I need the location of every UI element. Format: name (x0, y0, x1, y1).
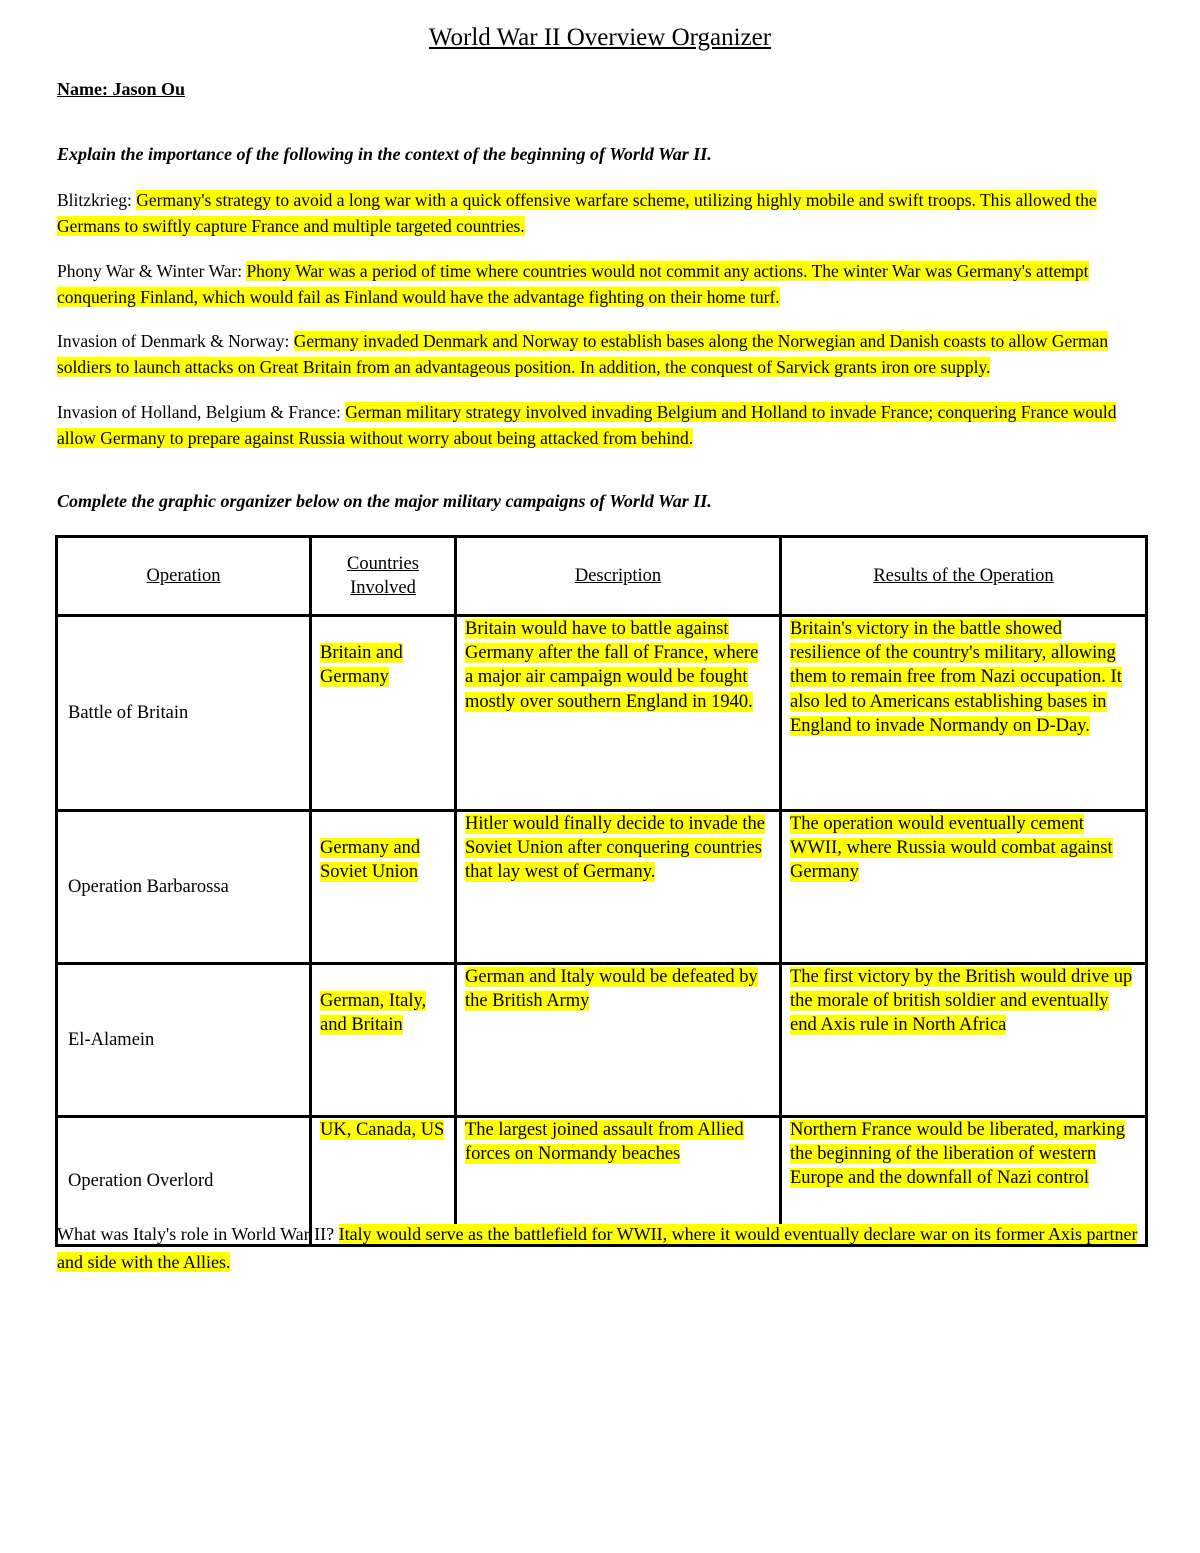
student-name: Name: Jason Ou (57, 79, 186, 99)
results-cell: Northern France would be liberated, marking the beginning of the liberation of western Europe and the downfall of Nazi control (781, 1117, 1147, 1246)
term-label: Blitzkrieg: (57, 190, 137, 210)
term-label: Invasion of Holland, Belgium & France: (57, 402, 346, 422)
term-denmark-norway (57, 329, 1147, 380)
header-results: Results of the Operation (781, 537, 1147, 616)
term-blitzkrieg (57, 188, 1147, 239)
header-description: Description (456, 537, 781, 616)
results-cell: The first victory by the British would drive up the morale of british soldier and eventually end Axis rule in North Africa (781, 964, 1147, 1117)
operation-cell: Operation Barbarossa (57, 811, 311, 964)
table-row (57, 964, 1147, 1117)
operation-cell: Battle of Britain (57, 616, 311, 811)
question-prompt: What was Italy's role in World War II? (57, 1224, 339, 1244)
countries-cell: Germany and Soviet Union (311, 811, 456, 964)
results-cell: The operation would eventually cement WWII, where Russia would combat against Germany (781, 811, 1147, 964)
header-operation: Operation (57, 537, 311, 616)
page-title: World War II Overview Organizer (428, 24, 772, 51)
countries-cell: German, Italy, and Britain (311, 964, 456, 1117)
operation-cell: Operation Overlord (57, 1117, 311, 1246)
description-cell: German and Italy would be defeated by the British Army (456, 964, 781, 1117)
italy-question (57, 1220, 1147, 1276)
table-row (57, 616, 1147, 811)
section2-instruction: Complete the graphic organizer below on the major military campaigns of World War II. (57, 491, 712, 511)
term-holland-belgium-france (57, 400, 1147, 451)
countries-cell: UK, Canada, US (311, 1117, 456, 1246)
term-answer: Germany's strategy to avoid a long war with a quick offensive warfare scheme, utilizing highly mobile and swift troops. This allowed the Germans to swiftly capture France and multiple targeted countries. (57, 190, 1097, 236)
term-label: Invasion of Denmark & Norway: (57, 331, 294, 351)
term-answer: Germany invaded Denmark and Norway to establish bases along the Norwegian and Danish coasts to allow German soldiers to launch attacks on Great Britain from an advantageous position. In addition, the conquest of Sarvick grants iron ore supply. (57, 331, 1109, 377)
term-phony-winter-war (57, 259, 1147, 310)
term-label: Phony War & Winter War: (57, 261, 247, 281)
table-row (57, 811, 1147, 964)
results-cell: Britain's victory in the battle showed resilience of the country's military, allowing them to remain free from Nazi occupation. It also led to Americans establishing bases in England to invade Normandy on D-Day. (781, 616, 1147, 811)
header-countries: Countries Involved (311, 537, 456, 616)
countries-cell: Britain and Germany (311, 616, 456, 811)
question-answer: Italy would serve as the battlefield for WWII, where it would eventually declare war on its former Axis partner and side with the Allies. (57, 1224, 1138, 1272)
table-header-row (57, 537, 1147, 616)
term-answer: German military strategy involved invading Belgium and Holland to invade France; conquering France would allow Germany to prepare against Russia without worry about being attacked from behind. (57, 402, 1117, 448)
description-cell: The largest joined assault from Allied forces on Normandy beaches (456, 1117, 781, 1246)
operation-cell: El-Alamein (57, 964, 311, 1117)
campaigns-organizer-table (55, 535, 1148, 1247)
term-answer: Phony War was a period of time where countries would not commit any actions. The winter War was Germany's attempt conquering Finland, which would fail as Finland would have the advantage fighting on their home turf. (57, 261, 1089, 307)
section1-instruction: Explain the importance of the following in the context of the beginning of World War II. (57, 144, 712, 164)
description-cell: Britain would have to battle against Germany after the fall of France, where a major air campaign would be fought mostly over southern England in 1940. (456, 616, 781, 811)
description-cell: Hitler would finally decide to invade the Soviet Union after conquering countries that lay west of Germany. (456, 811, 781, 964)
